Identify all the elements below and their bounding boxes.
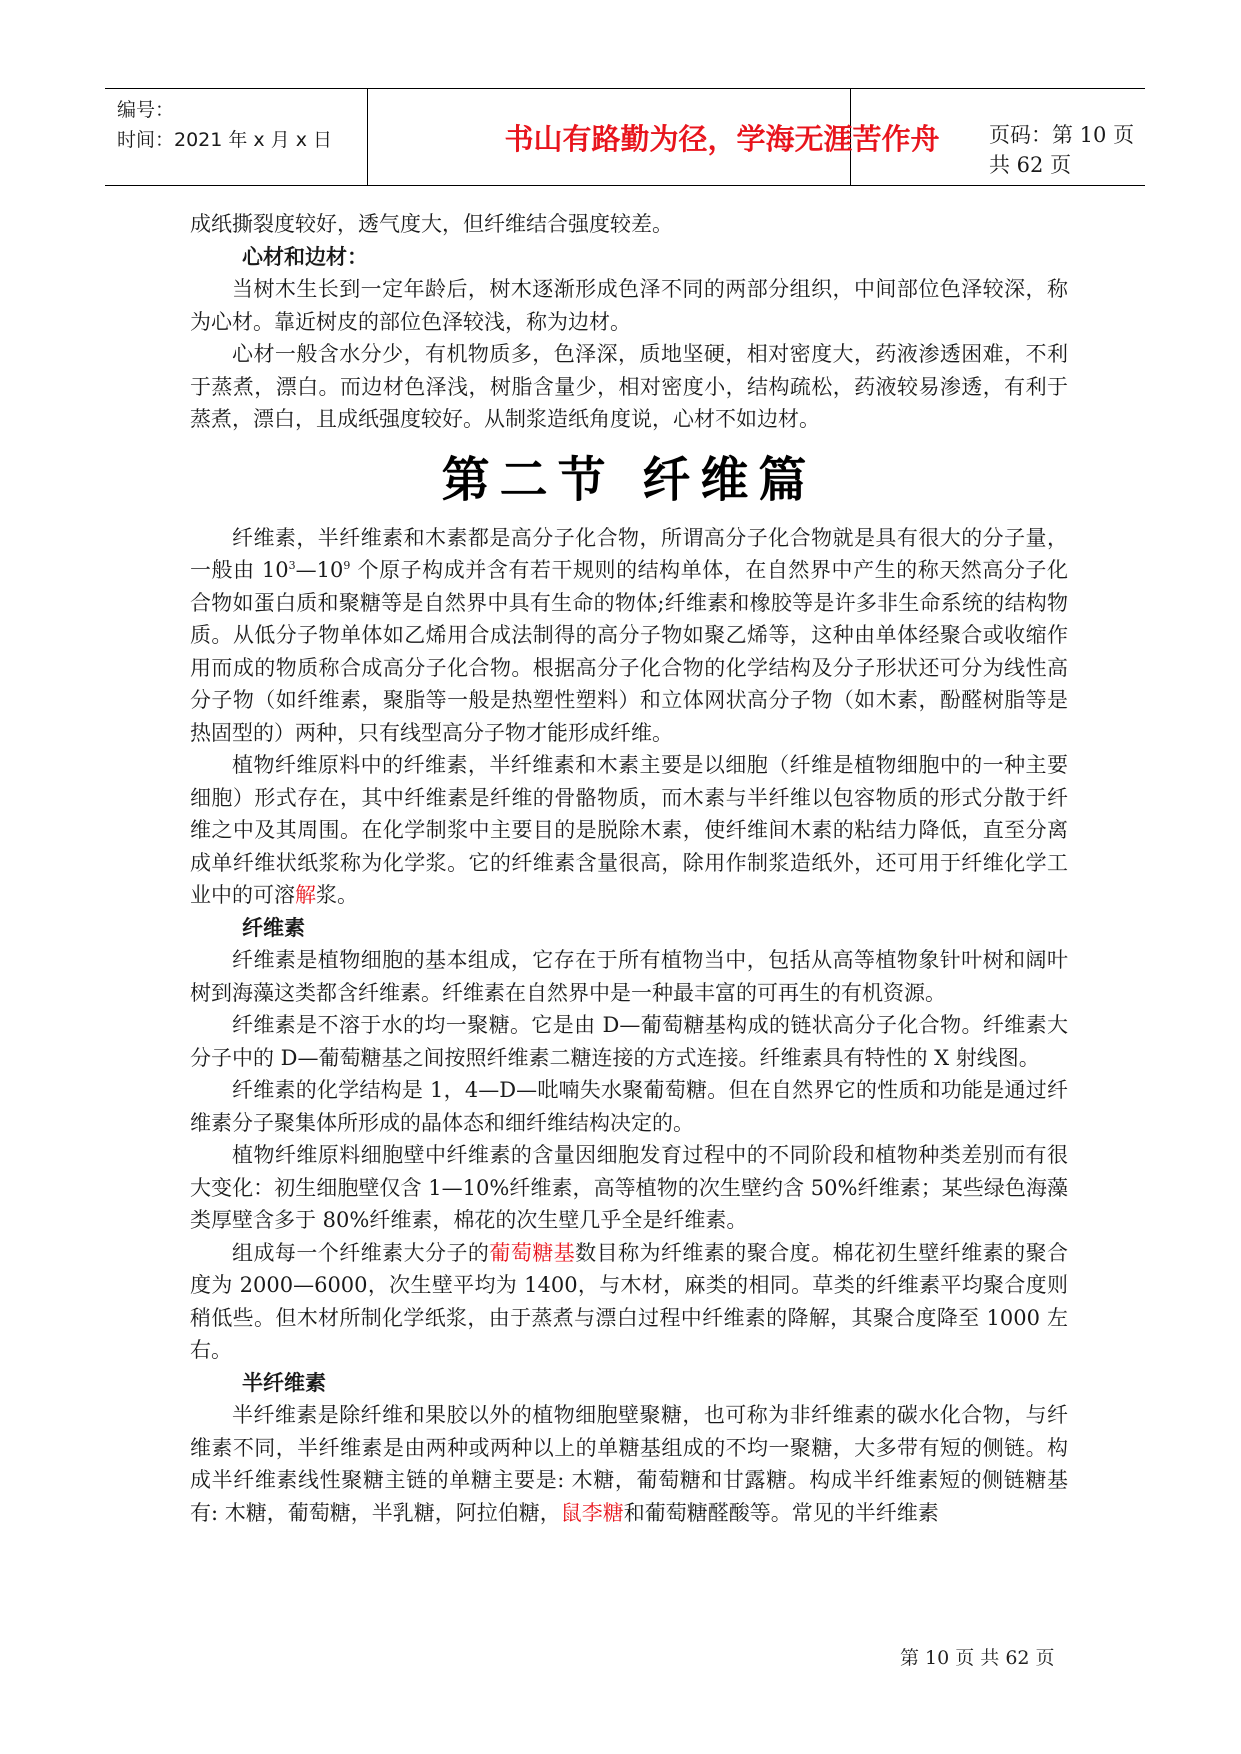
header-divider: [367, 89, 368, 185]
subheading-cellulose: 纤维素: [242, 915, 305, 940]
paragraph: 纤维素的化学结构是 1，4—D—吡喃失水聚葡萄糖。但在自然界它的性质和功能是通过纤维素分子聚集体所形成的晶体态和细纤维结构决定的。: [190, 1078, 1068, 1135]
paragraph-dp: [190, 1237, 1068, 1367]
paragraph: 纤维素是植物细胞的基本组成，它存在于所有植物当中，包括从高等植物象针叶树和阔叶树到海藻这类都含纤维素。纤维素在自然界中是一种最丰富的可再生的有机资源。: [190, 948, 1068, 1005]
text: 个原子构成并含有若干规则的结构单体，在自然界中产生的称天然高分子化合物如蛋白质和聚糖等是自然界中具有生命的物体;纤维素和橡胶等是许多非生命系统的结构物质。从低分子物单体如乙烯用合成法制得的高分子物如聚乙烯等，这种由单体经聚合或收缩作用而成的物质称合成高分子化合物。根据高分子化合物的化学结构及分子形状还可分为线性高分子物（如纤维素，聚脂等一般是热塑性塑料）和立体网状高分子物（如木素，酚醛树脂等是热固型的）两种，只有线型高分子物才能形成纤维。: [190, 558, 1068, 745]
header-motto: 书山有路勤为径，学海无涯苦作舟: [504, 122, 940, 156]
paragraph: 心材一般含水分少，有机物质多，色泽深，质地坚硬，相对密度大，药液渗透困难，不利于蒸煮，漂白。而边材色泽浅，树脂含量少，相对密度小，结构疏松，药液较易渗透，有利于蒸煮，漂白，且成纸强度较好。从制浆造纸角度说，心材不如边材。: [190, 342, 1068, 431]
document-header: [105, 88, 1145, 186]
paragraph: 纤维素是不溶于水的均一聚糖。它是由 D—葡萄糖基构成的链状高分子化合物。纤维素大分子中的 D—葡萄糖基之间按照纤维素二糖连接的方式连接。纤维素具有特性的 X 射线图。: [190, 1013, 1068, 1070]
text: 半纤维素是除纤维和果胶以外的植物细胞壁聚糖，也可称为非纤维素的碳水化合物，与纤维素不同，半纤维素是由两种或两种以上的单糖基组成的不均一聚糖，大多带有短的侧链。构成半纤维素线性聚糖主链的单糖主要是: 木糖，葡萄糖和甘露糖。构成半纤维素短的侧链糖基有: 木糖，葡萄糖，半乳糖，阿拉伯糖，: [190, 1403, 1068, 1525]
header-page-label: 页码：第 10 页 共 62 页: [989, 123, 1135, 177]
paragraph: 植物纤维原料细胞壁中纤维素的含量因细胞发育过程中的不同阶段和植物种类差别而有很大变化：初生细胞壁仅含 1—10%纤维素，高等植物的次生壁约含 50%纤维素；某些绿色海藻类厚壁含多于 80%纤维素，棉花的次生壁几乎全是纤维素。: [190, 1143, 1068, 1232]
paragraph: 成纸撕裂度较好，透气度大，但纤维结合强度较差。: [190, 212, 673, 236]
text: 浆。: [316, 883, 358, 907]
section-title: 第二节 纤维篇: [441, 451, 817, 508]
subheading-heartwood: 心材和边材：: [242, 244, 368, 269]
paragraph-hemi: [190, 1399, 1068, 1529]
text: 和葡萄糖醛酸等。常见的半纤维素: [623, 1500, 939, 1525]
number-label: 编号：: [117, 99, 175, 121]
highlighted-text: 鼠李糖: [560, 1500, 624, 1525]
paragraph-intro: [190, 522, 1068, 750]
text: 数目称为纤维素的聚合度。棉花初生壁纤维素的聚合度为 2000—6000，次生壁平均为 1400，与木材，麻类的相同。草类的纤维素平均聚合度则稍低些。但木材所制化学纸浆，由于蒸煮与漂白过程中纤维素的降解，其聚合度降至 1000 左右。: [190, 1240, 1069, 1362]
highlighted-text: 解: [295, 883, 316, 907]
paragraph: 当树木生长到一定年龄后，树木逐渐形成色泽不同的两部分组织，中间部位色泽较深，称为心材。靠近树皮的部位色泽较浅，称为边材。: [190, 277, 1068, 334]
text: —10: [295, 558, 344, 582]
text: 植物纤维原料中的纤维素，半纤维素和木素主要是以细胞（纤维是植物细胞中的一种主要细胞）形式存在，其中纤维素是纤维的骨骼物质，而木素与半纤维以包容物质的形式分散于纤维之中及其周围。在化学制浆中主要目的是脱除木素，使纤维间木素的粘结力降低，直至分离成单纤维状纸浆称为化学浆。它的纤维素含量很高，除用作制浆造纸外，还可用于纤维化学工业中的可溶: [190, 753, 1068, 907]
superscript: 9: [343, 559, 351, 572]
page-footer: 第 10 页 共 62 页: [900, 1647, 1055, 1669]
subheading-hemicellulose: 半纤维素: [242, 1370, 326, 1395]
text: 纤维素，半纤维素和木素都是高分子化合物，所谓高分子化合物就是具有很大的分子量，一般由 10: [190, 525, 1068, 582]
document-body: [190, 208, 1068, 1529]
highlighted-text: 葡萄糖基: [489, 1240, 576, 1265]
header-meta: [117, 95, 332, 155]
paragraph-plant: [190, 749, 1068, 912]
text: 组成每一个纤维素大分子的: [232, 1240, 490, 1265]
superscript: 3: [288, 559, 296, 572]
time-label: 时间：2021 年 x 月 x 日: [117, 129, 333, 151]
